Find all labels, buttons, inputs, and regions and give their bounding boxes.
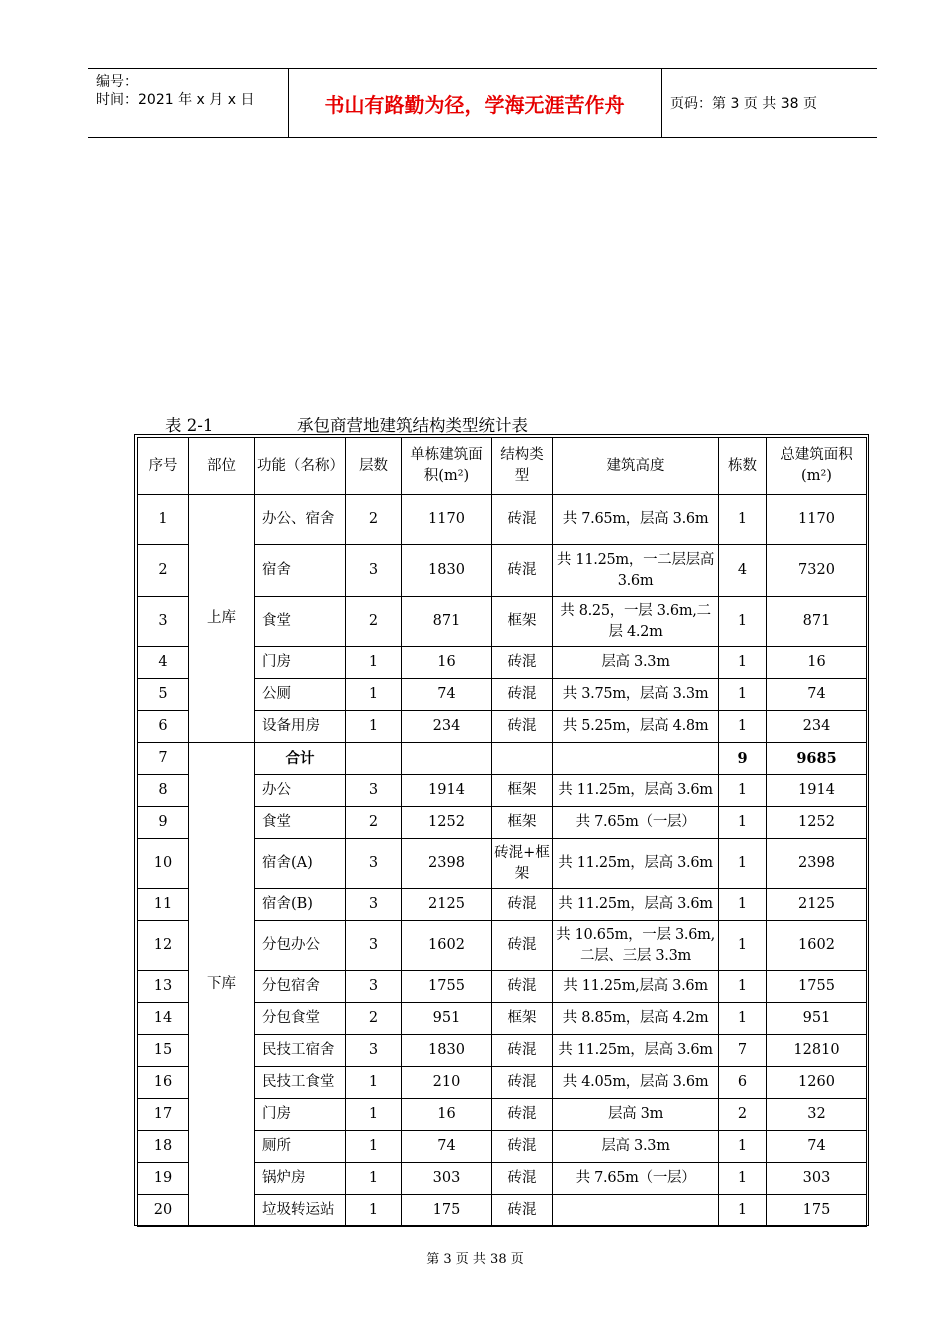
cell-count: 1 xyxy=(719,711,767,743)
cell-total-area: 2398 xyxy=(767,839,867,889)
cell-no: 9 xyxy=(138,807,189,839)
cell-floors: 3 xyxy=(346,889,402,921)
cell-height: 共 5.25m，层高 4.8m xyxy=(553,711,719,743)
cell-function: 民技工宿舍 xyxy=(255,1035,346,1067)
cell-count: 1 xyxy=(719,921,767,971)
table-header-row xyxy=(138,438,867,495)
cell-count: 1 xyxy=(719,1003,767,1035)
cell-no: 2 xyxy=(138,545,189,597)
cell-total-area: 1914 xyxy=(767,775,867,807)
cell-no: 11 xyxy=(138,889,189,921)
cell-total-area: 12810 xyxy=(767,1035,867,1067)
cell-height: 共 11.25m，层高 3.6m xyxy=(553,839,719,889)
cell-structure: 砖混 xyxy=(492,1067,553,1099)
cell-structure: 砖混+框架 xyxy=(492,839,553,889)
header-count: 栋数 xyxy=(719,438,767,495)
cell-function: 厕所 xyxy=(255,1131,346,1163)
cell-structure: 砖混 xyxy=(492,1099,553,1131)
cell-no: 14 xyxy=(138,1003,189,1035)
page-footer: 第 3 页 共 38 页 xyxy=(426,1252,524,1267)
cell-no: 15 xyxy=(138,1035,189,1067)
cell-floors: 1 xyxy=(346,1067,402,1099)
table-row xyxy=(138,495,867,545)
cell-unit-area: 303 xyxy=(402,1163,492,1195)
cell-no: 10 xyxy=(138,839,189,889)
cell-structure: 砖混 xyxy=(492,1163,553,1195)
cell-floors xyxy=(346,743,402,775)
cell-floors: 2 xyxy=(346,1003,402,1035)
cell-structure: 砖混 xyxy=(492,889,553,921)
cell-no: 3 xyxy=(138,597,189,647)
cell-total-area: 74 xyxy=(767,679,867,711)
cell-no: 17 xyxy=(138,1099,189,1131)
cell-function: 办公、宿舍 xyxy=(255,495,346,545)
cell-function: 分包食堂 xyxy=(255,1003,346,1035)
cell-floors: 3 xyxy=(346,775,402,807)
cell-floors: 2 xyxy=(346,597,402,647)
cell-function: 分包办公 xyxy=(255,921,346,971)
cell-structure: 砖混 xyxy=(492,971,553,1003)
cell-no: 8 xyxy=(138,775,189,807)
cell-function: 食堂 xyxy=(255,807,346,839)
cell-no: 7 xyxy=(138,743,189,775)
cell-height: 共 10.65m，一层 3.6m,二层、三层 3.3m xyxy=(553,921,719,971)
cell-total-area: 1755 xyxy=(767,971,867,1003)
cell-height: 层高 3.3m xyxy=(553,647,719,679)
cell-total-area: 74 xyxy=(767,1131,867,1163)
cell-unit-area: 1602 xyxy=(402,921,492,971)
cell-count: 1 xyxy=(719,971,767,1003)
cell-no: 18 xyxy=(138,1131,189,1163)
cell-unit-area: 74 xyxy=(402,1131,492,1163)
cell-total-area: 7320 xyxy=(767,545,867,597)
statistics-table xyxy=(137,437,867,1227)
cell-height: 共 7.65m，层高 3.6m xyxy=(553,495,719,545)
statistics-table-frame xyxy=(134,434,869,1226)
cell-total-area: 303 xyxy=(767,1163,867,1195)
cell-function: 民技工食堂 xyxy=(255,1067,346,1099)
cell-height: 共 7.65m（一层） xyxy=(553,1163,719,1195)
cell-no: 12 xyxy=(138,921,189,971)
cell-floors: 1 xyxy=(346,647,402,679)
cell-structure: 砖混 xyxy=(492,711,553,743)
cell-function: 食堂 xyxy=(255,597,346,647)
cell-function: 分包宿舍 xyxy=(255,971,346,1003)
table-title: 承包商营地建筑结构类型统计表 xyxy=(297,416,528,435)
header-no: 序号 xyxy=(138,438,189,495)
cell-no: 19 xyxy=(138,1163,189,1195)
cell-count: 1 xyxy=(719,647,767,679)
cell-count: 4 xyxy=(719,545,767,597)
table-number: 表 2-1 xyxy=(165,416,214,435)
cell-no: 6 xyxy=(138,711,189,743)
header-total-area: 总建筑面积(m²) xyxy=(767,438,867,495)
cell-no: 1 xyxy=(138,495,189,545)
cell-height xyxy=(553,1195,719,1227)
cell-total-area: 1260 xyxy=(767,1067,867,1099)
cell-floors: 2 xyxy=(346,495,402,545)
cell-structure: 框架 xyxy=(492,775,553,807)
cell-floors: 3 xyxy=(346,839,402,889)
cell-function: 锅炉房 xyxy=(255,1163,346,1195)
cell-structure: 砖混 xyxy=(492,545,553,597)
cell-floors: 1 xyxy=(346,1131,402,1163)
cell-height: 共 11.25m，一二层层高 3.6m xyxy=(553,545,719,597)
cell-function: 宿舍 xyxy=(255,545,346,597)
header-height: 建筑高度 xyxy=(553,438,719,495)
cell-unit-area xyxy=(402,743,492,775)
header-floors: 层数 xyxy=(346,438,402,495)
cell-part: 上库 xyxy=(189,495,255,743)
header-motto: 书山有路勤为径，学海无涯苦作舟 xyxy=(324,92,625,117)
cell-function: 门房 xyxy=(255,647,346,679)
cell-height: 共 11.25m,层高 3.6m xyxy=(553,971,719,1003)
cell-height: 共 8.85m，层高 4.2m xyxy=(553,1003,719,1035)
cell-structure: 砖混 xyxy=(492,1131,553,1163)
cell-structure: 砖混 xyxy=(492,1035,553,1067)
cell-height xyxy=(553,743,719,775)
cell-count: 1 xyxy=(719,775,767,807)
page-header xyxy=(88,68,877,138)
cell-no: 16 xyxy=(138,1067,189,1099)
cell-floors: 3 xyxy=(346,1035,402,1067)
cell-floors: 3 xyxy=(346,545,402,597)
cell-height: 共 4.05m，层高 3.6m xyxy=(553,1067,719,1099)
cell-count: 1 xyxy=(719,889,767,921)
cell-count: 2 xyxy=(719,1099,767,1131)
cell-function: 设备用房 xyxy=(255,711,346,743)
cell-count: 9 xyxy=(719,743,767,775)
cell-floors: 3 xyxy=(346,971,402,1003)
cell-floors: 2 xyxy=(346,807,402,839)
cell-count: 6 xyxy=(719,1067,767,1099)
cell-no: 20 xyxy=(138,1195,189,1227)
cell-unit-area: 175 xyxy=(402,1195,492,1227)
cell-structure: 框架 xyxy=(492,597,553,647)
cell-function: 办公 xyxy=(255,775,346,807)
cell-height: 共 11.25m，层高 3.6m xyxy=(553,1035,719,1067)
header-page-info: 页码：第 3 页 共 38 页 xyxy=(670,96,817,112)
cell-total-area: 234 xyxy=(767,711,867,743)
table-row xyxy=(138,743,867,775)
cell-count: 1 xyxy=(719,1163,767,1195)
cell-count: 1 xyxy=(719,807,767,839)
cell-structure: 框架 xyxy=(492,1003,553,1035)
cell-no: 5 xyxy=(138,679,189,711)
cell-floors: 1 xyxy=(346,711,402,743)
cell-function: 合计 xyxy=(255,743,346,775)
cell-total-area: 32 xyxy=(767,1099,867,1131)
cell-unit-area: 210 xyxy=(402,1067,492,1099)
cell-total-area: 9685 xyxy=(767,743,867,775)
header-function: 功能（名称） xyxy=(255,438,346,495)
cell-count: 1 xyxy=(719,597,767,647)
cell-function: 宿舍(A) xyxy=(255,839,346,889)
cell-unit-area: 1755 xyxy=(402,971,492,1003)
cell-unit-area: 871 xyxy=(402,597,492,647)
serial-label: 编号： xyxy=(96,74,138,90)
cell-structure: 砖混 xyxy=(492,1195,553,1227)
cell-height: 共 11.25m，层高 3.6m xyxy=(553,775,719,807)
cell-total-area: 1170 xyxy=(767,495,867,545)
cell-function: 宿舍(B) xyxy=(255,889,346,921)
cell-no: 4 xyxy=(138,647,189,679)
cell-total-area: 175 xyxy=(767,1195,867,1227)
cell-structure: 框架 xyxy=(492,807,553,839)
cell-total-area: 16 xyxy=(767,647,867,679)
cell-count: 1 xyxy=(719,1195,767,1227)
cell-function: 公厕 xyxy=(255,679,346,711)
header-meta xyxy=(96,73,286,109)
cell-total-area: 951 xyxy=(767,1003,867,1035)
cell-no: 13 xyxy=(138,971,189,1003)
cell-height: 共 8.25，一层 3.6m,二层 4.2m xyxy=(553,597,719,647)
cell-part: 下库 xyxy=(189,743,255,1227)
cell-count: 1 xyxy=(719,679,767,711)
cell-height: 层高 3m xyxy=(553,1099,719,1131)
cell-function: 门房 xyxy=(255,1099,346,1131)
cell-unit-area: 16 xyxy=(402,1099,492,1131)
header-unit-area: 单栋建筑面积(m²) xyxy=(402,438,492,495)
cell-floors: 3 xyxy=(346,921,402,971)
cell-unit-area: 951 xyxy=(402,1003,492,1035)
time-label: 时间：2021 年 x 月 x 日 xyxy=(96,92,255,108)
cell-total-area: 2125 xyxy=(767,889,867,921)
cell-unit-area: 1830 xyxy=(402,545,492,597)
cell-count: 1 xyxy=(719,495,767,545)
cell-structure xyxy=(492,743,553,775)
header-part: 部位 xyxy=(189,438,255,495)
cell-structure: 砖混 xyxy=(492,921,553,971)
cell-count: 7 xyxy=(719,1035,767,1067)
cell-height: 共 3.75m，层高 3.3m xyxy=(553,679,719,711)
cell-unit-area: 1170 xyxy=(402,495,492,545)
cell-height: 层高 3.3m xyxy=(553,1131,719,1163)
cell-structure: 砖混 xyxy=(492,679,553,711)
cell-structure: 砖混 xyxy=(492,495,553,545)
cell-total-area: 1252 xyxy=(767,807,867,839)
cell-unit-area: 2398 xyxy=(402,839,492,889)
cell-count: 1 xyxy=(719,839,767,889)
cell-unit-area: 16 xyxy=(402,647,492,679)
cell-count: 1 xyxy=(719,1131,767,1163)
cell-unit-area: 74 xyxy=(402,679,492,711)
cell-unit-area: 234 xyxy=(402,711,492,743)
cell-floors: 1 xyxy=(346,679,402,711)
cell-floors: 1 xyxy=(346,1163,402,1195)
cell-unit-area: 1830 xyxy=(402,1035,492,1067)
header-structure: 结构类型 xyxy=(492,438,553,495)
cell-unit-area: 1252 xyxy=(402,807,492,839)
cell-total-area: 871 xyxy=(767,597,867,647)
cell-floors: 1 xyxy=(346,1099,402,1131)
cell-height: 共 7.65m（一层） xyxy=(553,807,719,839)
cell-unit-area: 1914 xyxy=(402,775,492,807)
cell-total-area: 1602 xyxy=(767,921,867,971)
cell-floors: 1 xyxy=(346,1195,402,1227)
cell-unit-area: 2125 xyxy=(402,889,492,921)
cell-function: 垃圾转运站 xyxy=(255,1195,346,1227)
header-divider xyxy=(661,69,662,137)
cell-height: 共 11.25m，层高 3.6m xyxy=(553,889,719,921)
cell-structure: 砖混 xyxy=(492,647,553,679)
